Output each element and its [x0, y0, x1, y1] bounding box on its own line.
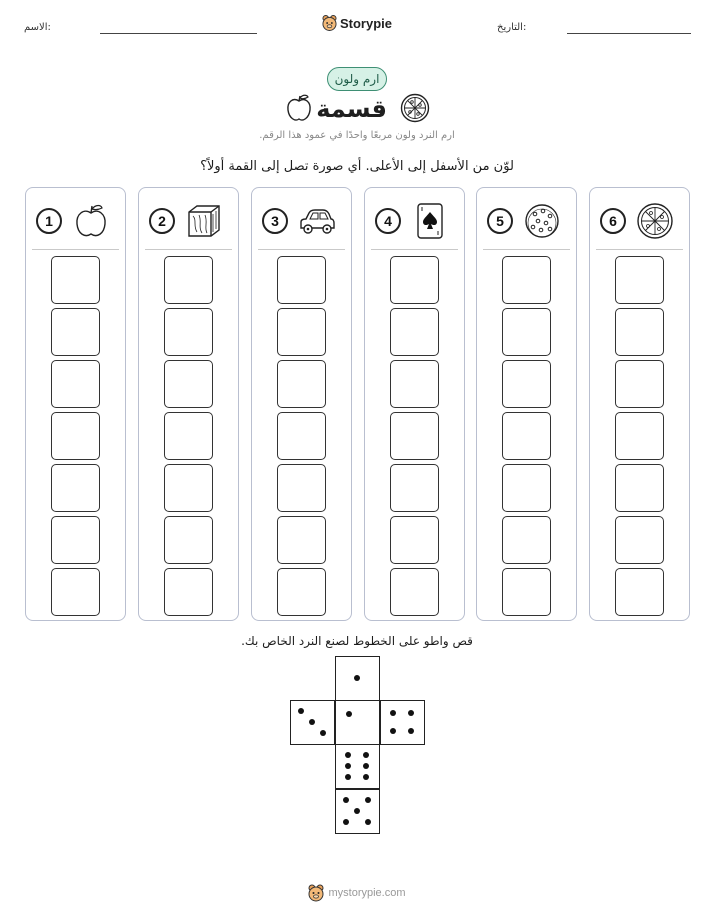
activity-question: لوّن من الأسفل إلى الأعلى. أي صورة تصل إلى القمة أولاً؟ — [200, 159, 514, 174]
column-number: 1 — [36, 208, 62, 234]
color-cell[interactable] — [164, 464, 213, 512]
color-cell[interactable] — [390, 360, 439, 408]
name-line[interactable] — [100, 33, 257, 34]
color-cell[interactable] — [615, 360, 664, 408]
footer-url[interactable]: mystorypie.com — [328, 887, 406, 899]
color-cell[interactable] — [164, 308, 213, 356]
spade-card-icon — [411, 202, 449, 240]
cookie-icon — [523, 202, 561, 240]
color-cell[interactable] — [164, 412, 213, 460]
color-cell[interactable] — [502, 464, 551, 512]
die-face-5 — [335, 789, 380, 834]
color-cell[interactable] — [277, 360, 326, 408]
color-cell[interactable] — [277, 516, 326, 564]
column-1 — [25, 187, 126, 621]
color-cell[interactable] — [390, 516, 439, 564]
die-face-6 — [335, 744, 380, 789]
brand-name: Storypie — [339, 15, 392, 31]
color-cell[interactable] — [502, 516, 551, 564]
color-cell[interactable] — [164, 516, 213, 564]
column-divider — [371, 249, 458, 250]
color-cell[interactable] — [502, 256, 551, 304]
color-cell[interactable] — [51, 256, 100, 304]
brand-logo — [322, 12, 392, 34]
die-face-1 — [335, 700, 380, 745]
pizza-icon — [400, 93, 430, 123]
cut-fold-instructions: قص واطو على الخطوط لصنع النرد الخاص بك. — [241, 634, 473, 648]
color-cell[interactable] — [51, 308, 100, 356]
column-number: 3 — [262, 208, 288, 234]
die-face-1 — [335, 656, 380, 701]
column-divider — [145, 249, 232, 250]
color-cell[interactable] — [502, 568, 551, 616]
color-cell[interactable] — [615, 308, 664, 356]
column-3 — [251, 187, 352, 621]
storypie-mascot-icon — [322, 14, 337, 32]
activity-badge: ارم ولون — [327, 67, 387, 91]
column-divider — [596, 249, 683, 250]
color-cell[interactable] — [51, 464, 100, 512]
color-cell[interactable] — [51, 568, 100, 616]
color-cell[interactable] — [277, 308, 326, 356]
color-cell[interactable] — [277, 256, 326, 304]
color-cell[interactable] — [615, 516, 664, 564]
color-cell[interactable] — [390, 308, 439, 356]
storypie-mascot-icon — [308, 884, 324, 902]
column-5 — [476, 187, 577, 621]
color-cell[interactable] — [390, 568, 439, 616]
color-cell[interactable] — [51, 516, 100, 564]
color-cell[interactable] — [164, 568, 213, 616]
column-4 — [364, 187, 465, 621]
color-cell[interactable] — [51, 412, 100, 460]
column-number: 6 — [600, 208, 626, 234]
wooden-box-icon — [185, 202, 223, 240]
page-title: قسمة — [316, 95, 387, 123]
color-cell[interactable] — [51, 360, 100, 408]
die-face-3 — [290, 700, 335, 745]
die-net — [290, 656, 426, 836]
column-divider — [483, 249, 570, 250]
apple-icon — [72, 202, 110, 240]
color-cell[interactable] — [615, 412, 664, 460]
color-cell[interactable] — [164, 256, 213, 304]
car-icon — [298, 202, 336, 240]
column-2 — [138, 187, 239, 621]
name-label: الاسم: — [24, 22, 51, 33]
die-face-4 — [380, 700, 425, 745]
column-number: 2 — [149, 208, 175, 234]
column-divider — [32, 249, 119, 250]
color-cell[interactable] — [615, 464, 664, 512]
color-cell[interactable] — [277, 568, 326, 616]
color-cell[interactable] — [390, 412, 439, 460]
color-cell[interactable] — [502, 412, 551, 460]
column-divider — [258, 249, 345, 250]
color-cell[interactable] — [277, 412, 326, 460]
apple-icon — [285, 93, 313, 123]
pizza-icon — [636, 202, 674, 240]
color-cell[interactable] — [277, 464, 326, 512]
color-cell[interactable] — [390, 256, 439, 304]
color-cell[interactable] — [390, 464, 439, 512]
color-cell[interactable] — [502, 360, 551, 408]
color-cell[interactable] — [615, 568, 664, 616]
date-line[interactable] — [567, 33, 691, 34]
column-number: 4 — [375, 208, 401, 234]
instructions-subtitle: ارم النرد ولون مربعًا واحدًا في عمود هذا الرقم. — [259, 130, 455, 141]
color-cell[interactable] — [615, 256, 664, 304]
date-label: التاريخ: — [497, 22, 527, 33]
column-6 — [589, 187, 690, 621]
color-cell[interactable] — [502, 308, 551, 356]
column-number: 5 — [487, 208, 513, 234]
footer — [0, 884, 714, 902]
color-cell[interactable] — [164, 360, 213, 408]
